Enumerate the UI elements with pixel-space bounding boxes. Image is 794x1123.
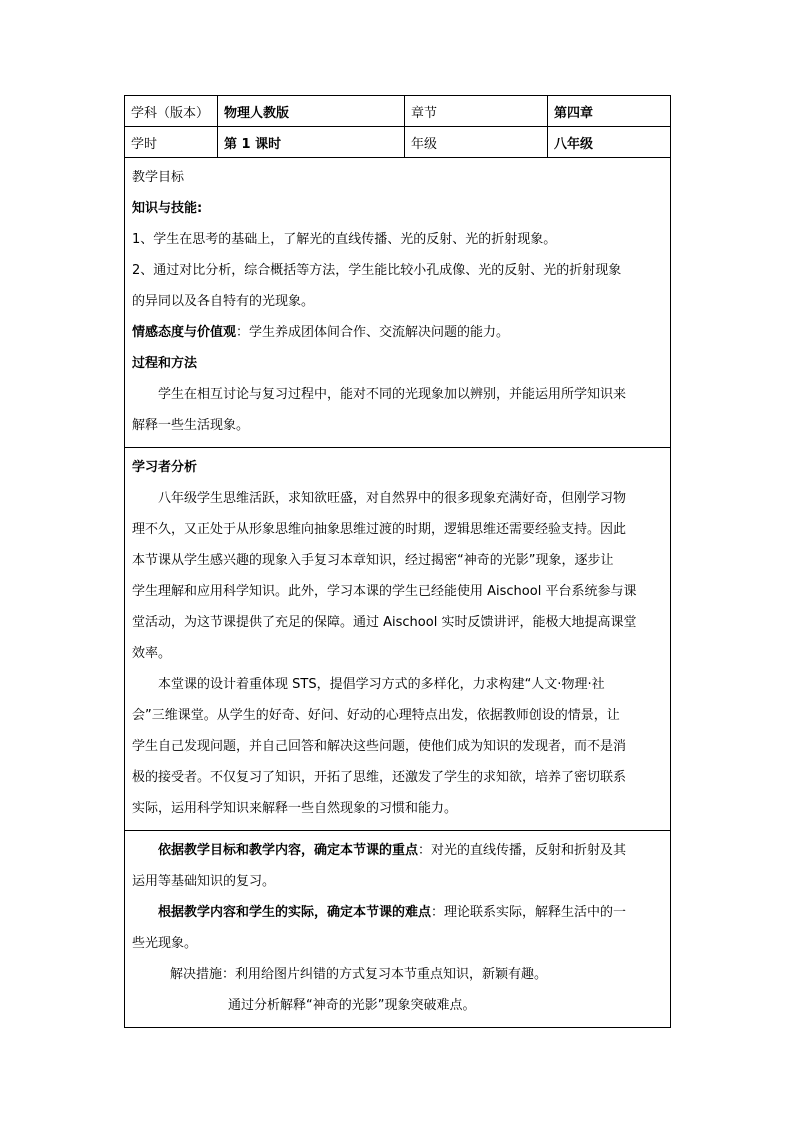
measure-line: 解决措施：利用给图片纠错的方式复习本节重点知识，新颖有趣。 (170, 967, 548, 982)
chapter-label: 章节 (405, 96, 548, 127)
key-point-text-a: ：对光的直线传播，反射和折射及其 (418, 843, 627, 858)
difficulty-text-a: ：理论联系实际，解释生活中的一 (431, 905, 627, 920)
learner-p1-line-6: 效率。 (132, 646, 172, 661)
goals-section (125, 158, 671, 448)
focus-section (125, 831, 671, 1028)
period-label: 学时 (125, 127, 218, 158)
header-row-1 (125, 96, 671, 127)
lesson-plan (124, 95, 670, 1028)
key-point-label: 依据教学目标和教学内容，确定本节课的重点 (158, 843, 419, 858)
learner-section (125, 448, 671, 831)
learner-p2-line-3: 学生自己发现问题，并自己回答和解决这些问题，使他们成为知识的发现者，而不是消 (132, 739, 627, 754)
goal-item-2a: 2、通过对比分析，综合概括等方法，学生能比较小孔成像、光的反射、光的折射现象 (132, 263, 622, 278)
grade-value: 八年级 (548, 127, 671, 158)
chapter-value: 第四章 (548, 96, 671, 127)
emotion-line (132, 317, 663, 348)
learner-p2-line-1: 本堂课的设计着重体现 STS，提倡学习方式的多样化，力求构建“人文·物理·社 (158, 677, 605, 692)
learner-title: 学习者分析 (132, 460, 198, 475)
lesson-plan-table (124, 95, 671, 1028)
learner-p1-line-3: 本节课从学生感兴趣的现象入手复习本章知识，经过揭密“神奇的光影”现象，逐步让 (132, 553, 614, 568)
learner-p2-line-2: 会”三维课堂。从学生的好奇、好问、好动的心理特点出发，依据教师创设的情景，让 (132, 708, 620, 723)
knowledge-label: 知识与技能: (132, 201, 203, 216)
difficulty-line-a (132, 897, 663, 928)
subject-value: 物理人教版 (218, 96, 405, 127)
emotion-text: ：学生养成团体间合作、交流解决问题的能力。 (236, 325, 510, 340)
learner-p1-line-4: 学生理解和应用科学知识。此外，学习本课的学生已经能使用 Aischool 平台系统参与课 (132, 584, 637, 599)
emotion-label: 情感态度与价值观 (132, 325, 237, 340)
difficulty-label: 根据教学内容和学生的实际，确定本节课的难点 (158, 905, 432, 920)
learner-p2-line-5: 实际，运用科学知识来解释一些自然现象的习惯和能力。 (132, 801, 458, 816)
learner-p1-line-1: 八年级学生思维活跃，求知欲旺盛，对自然界中的很多现象充满好奇，但刚学习物 (158, 491, 627, 506)
learner-p2-line-4: 极的接受者。不仅复习了知识，开拓了思维，还激发了学生的求知欲，培养了密切联系 (132, 770, 627, 785)
learner-p1-line-5: 堂活动，为这节课提供了充足的保障。通过 Aischool 实时反馈讲评，能极大地提高课堂 (132, 615, 637, 630)
grade-label: 年级 (405, 127, 548, 158)
key-point-line-a (132, 835, 663, 866)
goal-item-2b: 的异同以及各自特有的光现象。 (132, 294, 315, 309)
process-text-a: 学生在相互讨论与复习过程中，能对不同的光现象加以辨别，并能运用所学知识来 (158, 387, 627, 402)
difficulty-text-b: 些光现象。 (132, 936, 198, 951)
measure-line-2: 通过分析解释“神奇的光影”现象突破难点。 (228, 998, 476, 1013)
process-text-b: 解释一些生活现象。 (132, 418, 250, 433)
header-row-2 (125, 127, 671, 158)
goals-title: 教学目标 (132, 170, 185, 185)
period-value: 第 1 课时 (218, 127, 405, 158)
subject-label: 学科（版本） (125, 96, 218, 127)
process-label: 过程和方法 (132, 356, 198, 371)
key-point-text-b: 运用等基础知识的复习。 (132, 874, 276, 889)
learner-p1-line-2: 理不久，又正处于从形象思维向抽象思维过渡的时期，逻辑思维还需要经验支持。因此 (132, 522, 627, 537)
goal-item-1: 1、学生在思考的基础上，了解光的直线传播、光的反射、光的折射现象。 (132, 232, 557, 247)
